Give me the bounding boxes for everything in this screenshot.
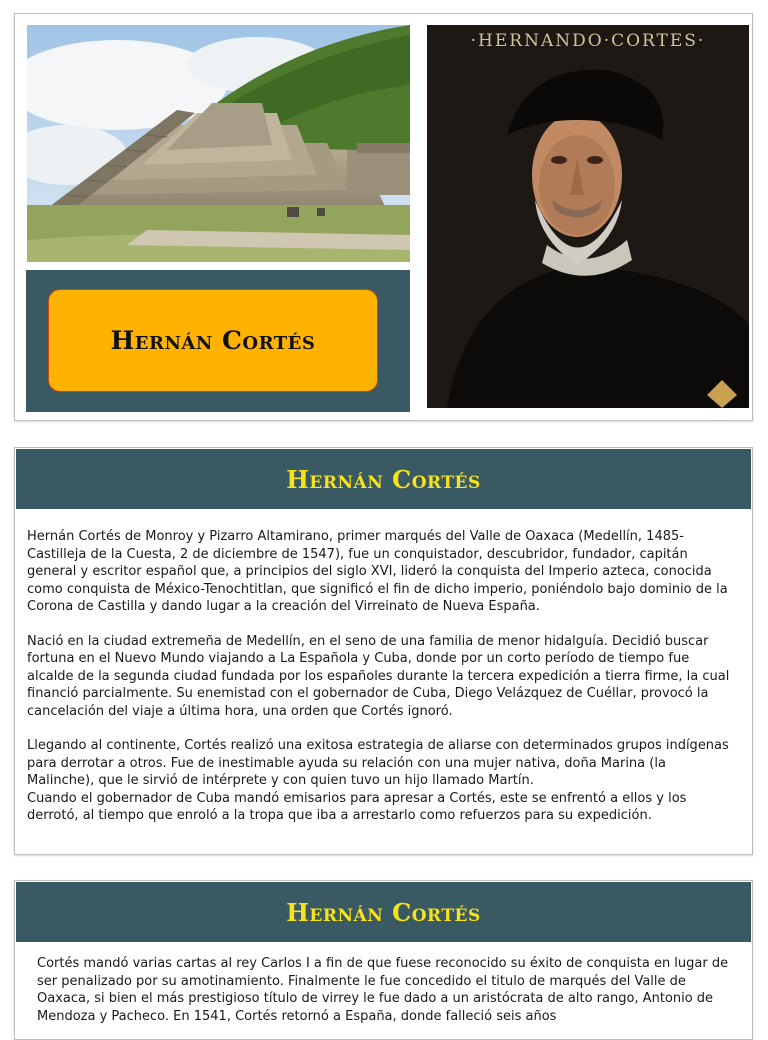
continuation-card bbox=[14, 880, 753, 1040]
paragraph: Llegando al continente, Cortés realizó una exitosa estrategia de aliarse con determinados grupos indígenas para derrotar a otros. Fue de inestimable ayuda su relación con una mujer nativa, doña Marina (la Malinche), que le sirvió de intérprete y con quien tuvo un hijo llamado Martín. bbox=[27, 738, 729, 788]
continuation-text bbox=[37, 955, 732, 1025]
portrait-caption: ·HERNANDO·CORTES· bbox=[470, 31, 706, 51]
title-label: Hernán Cortés bbox=[48, 289, 378, 392]
section-banner: Hernán Cortés bbox=[16, 449, 751, 509]
portrait-painting bbox=[427, 25, 749, 408]
paragraph: Cuando el gobernador de Cuba mandó emisarios para apresar a Cortés, este se enfrentó a ellos y los derrotó, al tiempo que enroló a la tropa que iba a arrestarlo como refuerzos para su expedición. bbox=[27, 790, 687, 823]
pyramid-photo bbox=[27, 25, 410, 262]
intro-card bbox=[14, 13, 753, 421]
biography-card bbox=[14, 447, 753, 855]
paragraph: Nació en la ciudad extremeña de Medellín, en el seno de una familia de menor hidalguía. Decidió buscar fortuna en el Nuevo Mundo viajando a La Española y Cuba, donde por un corto período de tiempo fue alcalde de la segunda ciudad fundada por los españoles durante la tercera expedición a tierra firme, la cual financió parcialmente. Su enemistad con el gobernador de Cuba, Diego Velázquez de Cuéllar, provocó la cancelación del viaje a última hora, una orden que Cortés ignoró. bbox=[27, 633, 730, 719]
section-banner: Hernán Cortés bbox=[16, 882, 751, 942]
paragraph: Hernán Cortés de Monroy y Pizarro Altamirano, primer marqués del Valle de Oaxaca (Medellín, 1485-Castilleja de la Cuesta, 2 de diciembre de 1547), fue un conquistador, descubridor, fundador, capitán general y escritor español que, a principios del siglo XVI, lideró la conquista del Imperio azteca, conocida como conquista de México-Tenochtitlan, que significó el fin de dicho imperio, poniéndolo bajo dominio de la Corona de Castilla y dando lugar a la creación del Virreinato de Nueva España. bbox=[27, 529, 728, 614]
biography-text bbox=[27, 528, 734, 825]
paragraph: Cortés mandó varias cartas al rey Carlos I a fin de que fuese reconocido su éxito de conquista en lugar de ser penalizado por su amotinamiento. Finalmente le fue concedido el titulo de marqués del Valle de Oaxaca, si bien el más prestigioso título de virrey le fue dado a un aristócrata de alto rango, Antonio de Mendoza y Pacheco. En 1541, Cortés retornó a España, donde falleció seis años bbox=[37, 956, 729, 1024]
title-panel bbox=[26, 270, 410, 412]
